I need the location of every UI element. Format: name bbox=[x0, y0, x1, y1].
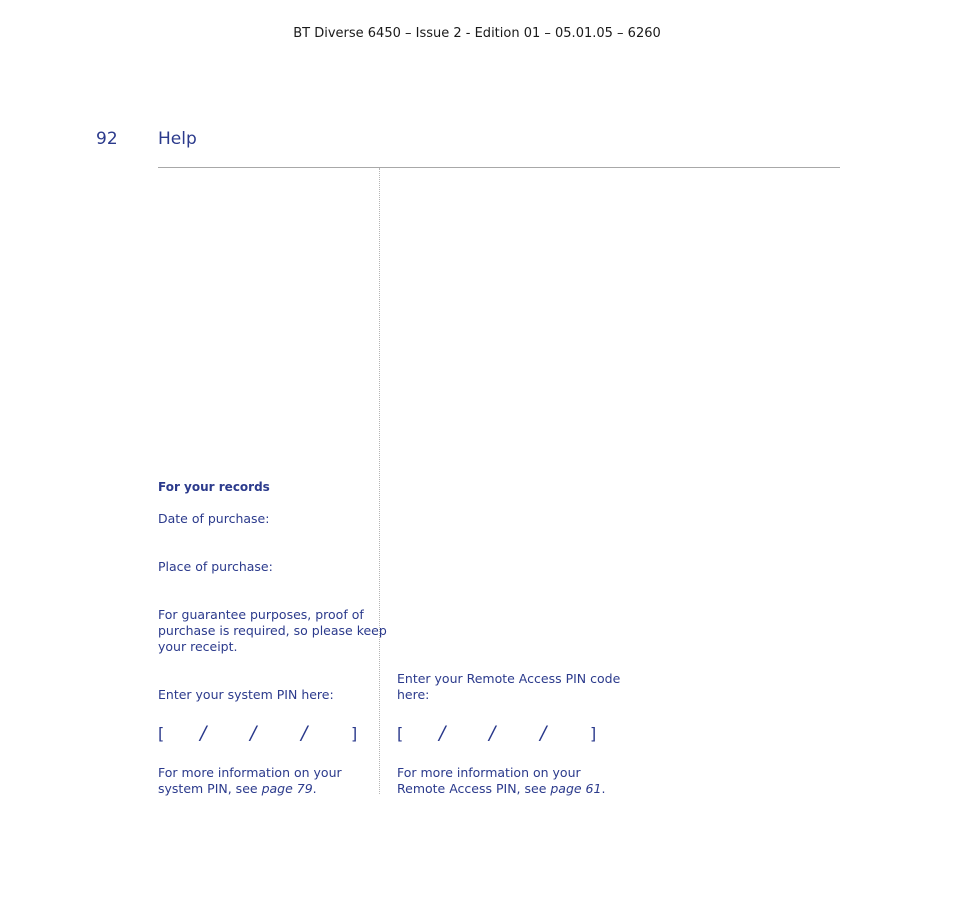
remote-pin-label bbox=[397, 671, 620, 703]
system-pin-info-line: For more information on your bbox=[158, 765, 342, 780]
column-divider bbox=[379, 168, 380, 794]
pin-separator: / bbox=[540, 722, 547, 744]
system-pin-info-prefix: system PIN, see bbox=[158, 781, 262, 796]
remote-pin-info-prefix: Remote Access PIN, see bbox=[397, 781, 551, 796]
pin-separator: / bbox=[200, 722, 207, 744]
page-number: 92 bbox=[96, 129, 118, 149]
pin-close-bracket: ] bbox=[590, 724, 597, 743]
remote-pin-info-line: For more information on your bbox=[397, 765, 581, 780]
remote-pin-label-line: here: bbox=[397, 687, 430, 702]
system-pin-info-line bbox=[158, 781, 342, 797]
guarantee-note bbox=[158, 607, 387, 655]
remote-pin-info-line bbox=[397, 781, 605, 797]
pin-separator: / bbox=[439, 722, 446, 744]
system-pin-info-suffix: . bbox=[312, 781, 317, 796]
guarantee-note-line: your receipt. bbox=[158, 639, 238, 654]
header-rule bbox=[158, 167, 840, 168]
pin-open-bracket: [ bbox=[158, 724, 165, 743]
remote-pin-info bbox=[397, 765, 605, 797]
remote-pin-info-suffix: . bbox=[601, 781, 606, 796]
records-heading: For your records bbox=[158, 480, 270, 494]
pin-open-bracket: [ bbox=[397, 724, 404, 743]
pin-separator: / bbox=[250, 722, 257, 744]
section-title: Help bbox=[158, 129, 197, 149]
system-pin-entry bbox=[158, 722, 363, 744]
date-of-purchase-label: Date of purchase: bbox=[158, 511, 270, 526]
place-of-purchase-label: Place of purchase: bbox=[158, 559, 273, 574]
guarantee-note-line: purchase is required, so please keep bbox=[158, 623, 387, 638]
system-pin-info bbox=[158, 765, 342, 797]
remote-pin-entry bbox=[397, 722, 602, 744]
pin-separator: / bbox=[489, 722, 496, 744]
remote-pin-page-link[interactable]: page 61 bbox=[550, 781, 602, 796]
pin-separator: / bbox=[301, 722, 308, 744]
system-pin-label: Enter your system PIN here: bbox=[158, 687, 334, 702]
guarantee-note-line: For guarantee purposes, proof of bbox=[158, 607, 364, 622]
system-pin-page-link[interactable]: page 79 bbox=[261, 781, 313, 796]
pin-close-bracket: ] bbox=[351, 724, 358, 743]
document-header: BT Diverse 6450 – Issue 2 - Edition 01 – 05.01.05 – 6260 bbox=[293, 26, 661, 41]
remote-pin-label-line: Enter your Remote Access PIN code bbox=[397, 671, 621, 686]
